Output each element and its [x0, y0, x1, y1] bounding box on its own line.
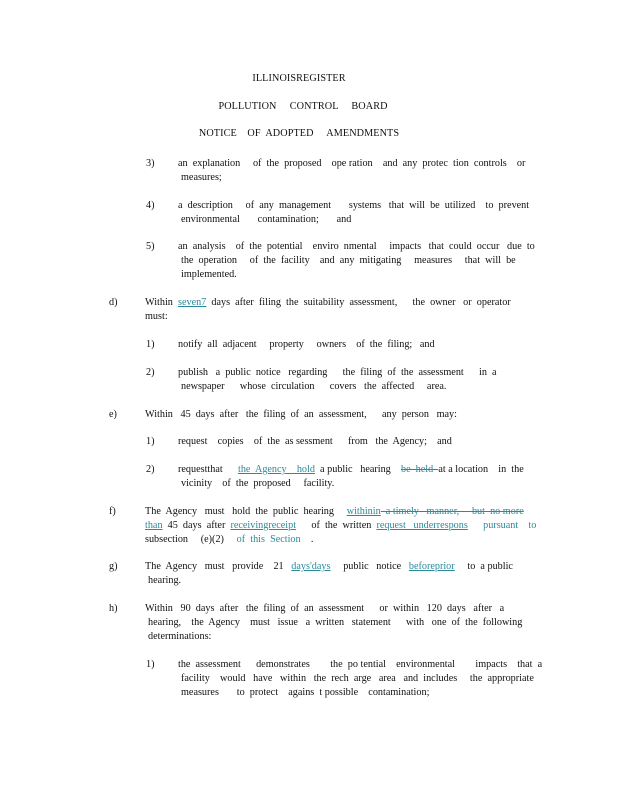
- register-title: ILLINOISREGISTER: [252, 73, 346, 84]
- item-text: The Agency must provide 21 days'days public notice beforeprior to a public hearing.: [145, 561, 513, 586]
- inserted-text: seven7: [177, 297, 207, 308]
- item-text: notify all adjacent property owners of the filing; and: [178, 339, 435, 350]
- item-label: 2): [146, 367, 155, 378]
- item-text: The Agency must hold the public hearing withinin a timely manner, but no more than 45 days after receivingreceipt of the written request underrespons pursuant to subsection (e)(2) of this Section .: [145, 506, 537, 545]
- item-label: f): [109, 506, 116, 517]
- notice-title: NOTICE OF ADOPTED AMENDMENTS: [198, 128, 400, 139]
- item-text: request copies of the as sessment from the Agency; and: [178, 436, 452, 447]
- item-text: an analysis of the potential enviro nmental impacts that could occur due to the operation of the facility and any mitigating measures that will be implemented.: [178, 241, 535, 280]
- item-label: g): [109, 561, 118, 572]
- inserted-text: pursuant to: [467, 520, 537, 531]
- item-text: requestthat the Agency hold a public hearing be held at a location in the vicinity of the proposed facility.: [178, 464, 524, 489]
- item-text: Within 90 days after the filing of an assessment or within 120 days after a hearing, the Agency must issue a written statement with one of the following determinations:: [145, 603, 523, 642]
- item-text: publish a public notice regarding the filing of the assessment in a newspaper whose circulation covers the affected area.: [178, 367, 497, 392]
- inserted-text: beforeprior: [408, 561, 455, 572]
- item-label: 1): [146, 659, 155, 670]
- inserted-text: days'days: [291, 561, 331, 572]
- item-label: 3): [146, 158, 155, 169]
- item-text: the assessment demonstrates the po tential environmental impacts that a facility would have within the rech arge area and includes the appropriate measures to protect agains t possible contamination;: [178, 659, 543, 698]
- item-label: h): [109, 603, 118, 614]
- inserted-text: receivingreceipt: [230, 520, 297, 531]
- inserted-text: the Agency hold: [237, 464, 315, 475]
- item-label: 1): [146, 339, 155, 350]
- item-label: 2): [146, 464, 155, 475]
- inserted-text: than: [145, 520, 163, 531]
- board-title: POLLUTION CONTROL BOARD: [218, 101, 388, 112]
- inserted-text: withinin: [346, 506, 381, 517]
- item-text: a description of any management systems that will be utilized to prevent environmental contamination; and: [178, 200, 530, 225]
- item-text: an explanation of the proposed ope ration and any protec tion controls or measures;: [178, 158, 526, 183]
- inserted-text: of this Section: [236, 534, 301, 545]
- item-label: 5): [146, 241, 155, 252]
- deleted-text: a timely manner, but no more: [380, 506, 524, 517]
- item-label: 4): [146, 200, 155, 211]
- item-label: e): [109, 409, 117, 420]
- item-text: Within seven7 days after filing the suitability assessment, the owner or operator must:: [145, 297, 511, 322]
- inserted-text: request underrespons: [376, 520, 468, 531]
- item-label: 1): [146, 436, 155, 447]
- item-label: d): [109, 297, 118, 308]
- deleted-text: be held: [400, 464, 439, 475]
- item-text: Within 45 days after the filing of an assessment, any person may:: [145, 409, 457, 420]
